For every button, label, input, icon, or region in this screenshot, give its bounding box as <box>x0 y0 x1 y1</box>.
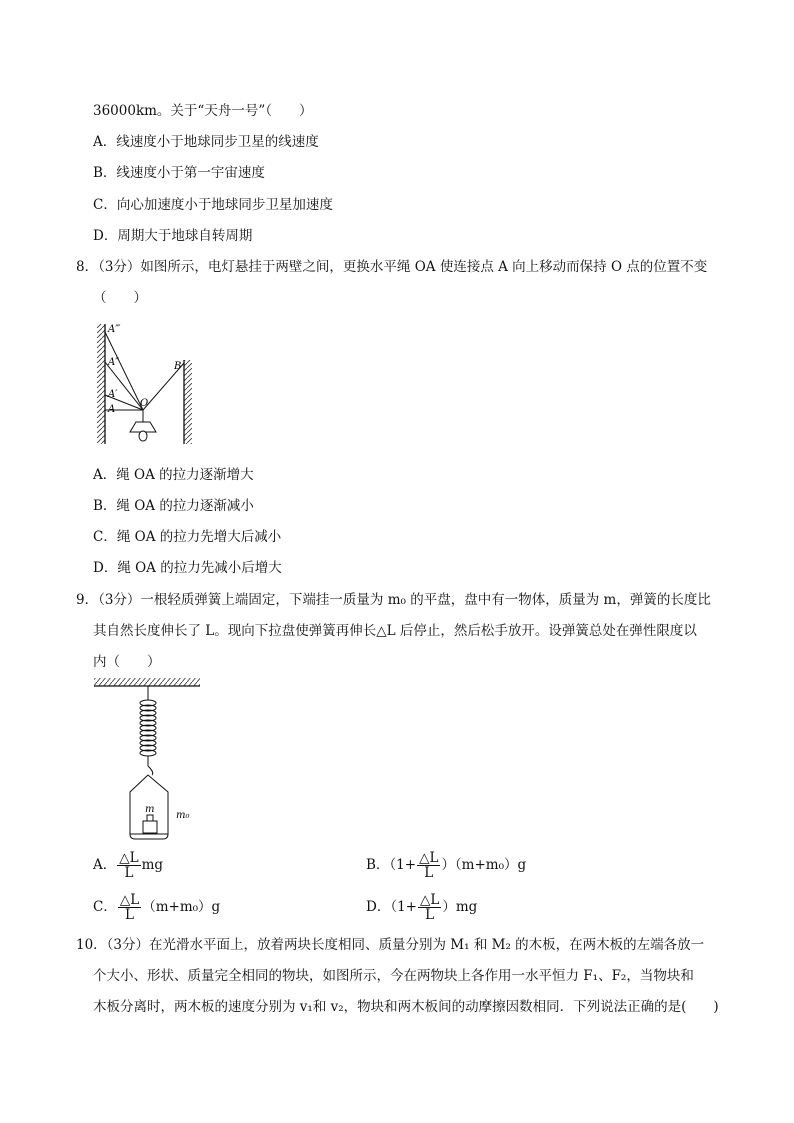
q9-option-b-denominator: L <box>424 865 434 881</box>
q8-label-o: O <box>140 398 149 409</box>
q8-label-b: B <box>174 361 182 372</box>
q9-option-d-fraction <box>418 893 441 922</box>
q8-label-a2: A″ <box>108 357 119 368</box>
q9-option-b-prefix: B．（1+ <box>366 857 417 873</box>
q8-right-wall <box>184 360 192 444</box>
q10-stem-line1: 10．（3分）在光滑水平面上，放着两块长度相同、质量分别为 M₁ 和 M₂ 的木板，在两木板的左端各放一 <box>76 937 705 953</box>
q8-option-a: A．绳 OA 的拉力逐渐增大 <box>93 467 254 483</box>
q10-stem-line2: 个大小、形状、质量完全相同的物块，如图所示，今在两物块上各作用一水平恒力 F₁、F₂，当物块和 <box>93 968 694 984</box>
q7-option-c: C．向心加速度小于地球同步卫星加速度 <box>93 197 333 213</box>
q9-option-a-prefix: A． <box>93 857 117 873</box>
q9-stem-line2: 其自然长度伸长了 L。现向下拉盘使弹簧再伸长△L 后停止，然后松手放开。设弹簧总处在弹性限度以 <box>93 623 697 639</box>
q7-stem-continuation: 36000km。关于“天舟一号”（ ） <box>93 103 313 119</box>
q8-lamp-figure <box>92 318 204 448</box>
q9-option-a <box>93 848 163 882</box>
q8-option-c: C．绳 OA 的拉力先增大后减小 <box>93 529 282 545</box>
q8-stem-paren: （ ） <box>93 290 147 306</box>
q9-option-a-fraction <box>117 851 140 880</box>
q9-spring <box>140 686 156 775</box>
q7-option-b: B．线速度小于第一宇宙速度 <box>93 165 265 181</box>
q8-label-a3: A‴ <box>108 324 121 335</box>
q9-option-a-suffix: mg <box>141 857 164 873</box>
q9-option-b-suffix: ）（m+m₀）g <box>441 857 527 873</box>
q9-ceiling <box>94 678 200 686</box>
q9-option-d-suffix: ）mg <box>442 899 478 915</box>
q9-option-c-prefix: C． <box>93 899 117 915</box>
q8-stem: 8．（3分）如图所示，电灯悬挂于两壁之间，更换水平绳 OA 使连接点 A 向上移动而保持 O 点的位置不变 <box>76 259 708 275</box>
q9-option-d-prefix: D．（1+ <box>366 899 417 915</box>
q7-option-d: D．周期大于地球自转周期 <box>93 228 253 244</box>
q9-option-c-fraction <box>118 893 141 922</box>
q9-option-c-suffix: （m+m₀）g <box>142 899 221 915</box>
q9-option-d <box>366 890 477 924</box>
q9-option-c-denominator: L <box>125 907 134 923</box>
q9-option-b-numerator: △L <box>419 850 439 866</box>
q9-option-b <box>366 848 526 882</box>
q9-stem-line3: 内（ ） <box>93 654 161 670</box>
q8-option-d: D．绳 OA 的拉力先减小后增大 <box>93 560 282 576</box>
q9-option-c-numerator: △L <box>119 892 140 908</box>
q9-option-a-numerator: △L <box>119 850 139 866</box>
q9-stem-line1: 9．（3分）一根轻质弹簧上端固定，下端挂一质量为 m₀ 的平盘，盘中有一物体，质量为 m，弹簧的长度比 <box>76 592 711 608</box>
q9-option-a-denominator: L <box>124 865 134 881</box>
q9-block <box>143 821 157 833</box>
q8-option-b: B．绳 OA 的拉力逐渐减小 <box>93 498 254 514</box>
q9-spring-figure <box>92 676 204 842</box>
q9-option-d-denominator: L <box>425 907 435 923</box>
q10-stem-line3: 木板分离时，两木板的速度分别为 v₁和 v₂，物块和两木板间的动摩擦因数相同．下列说法正确的是( ) <box>93 999 719 1015</box>
q9-label-m: m <box>145 804 155 815</box>
q9-label-m0: m₀ <box>176 810 190 821</box>
q8-label-a0: A <box>108 404 116 415</box>
q8-left-wall <box>97 324 105 444</box>
q9-option-b-fraction <box>417 851 440 880</box>
q8-label-a1: A′ <box>108 389 118 400</box>
q9-option-d-numerator: △L <box>419 892 440 908</box>
q7-option-a: A．线速度小于地球同步卫星的线速度 <box>93 134 319 150</box>
q9-option-c <box>93 890 220 924</box>
